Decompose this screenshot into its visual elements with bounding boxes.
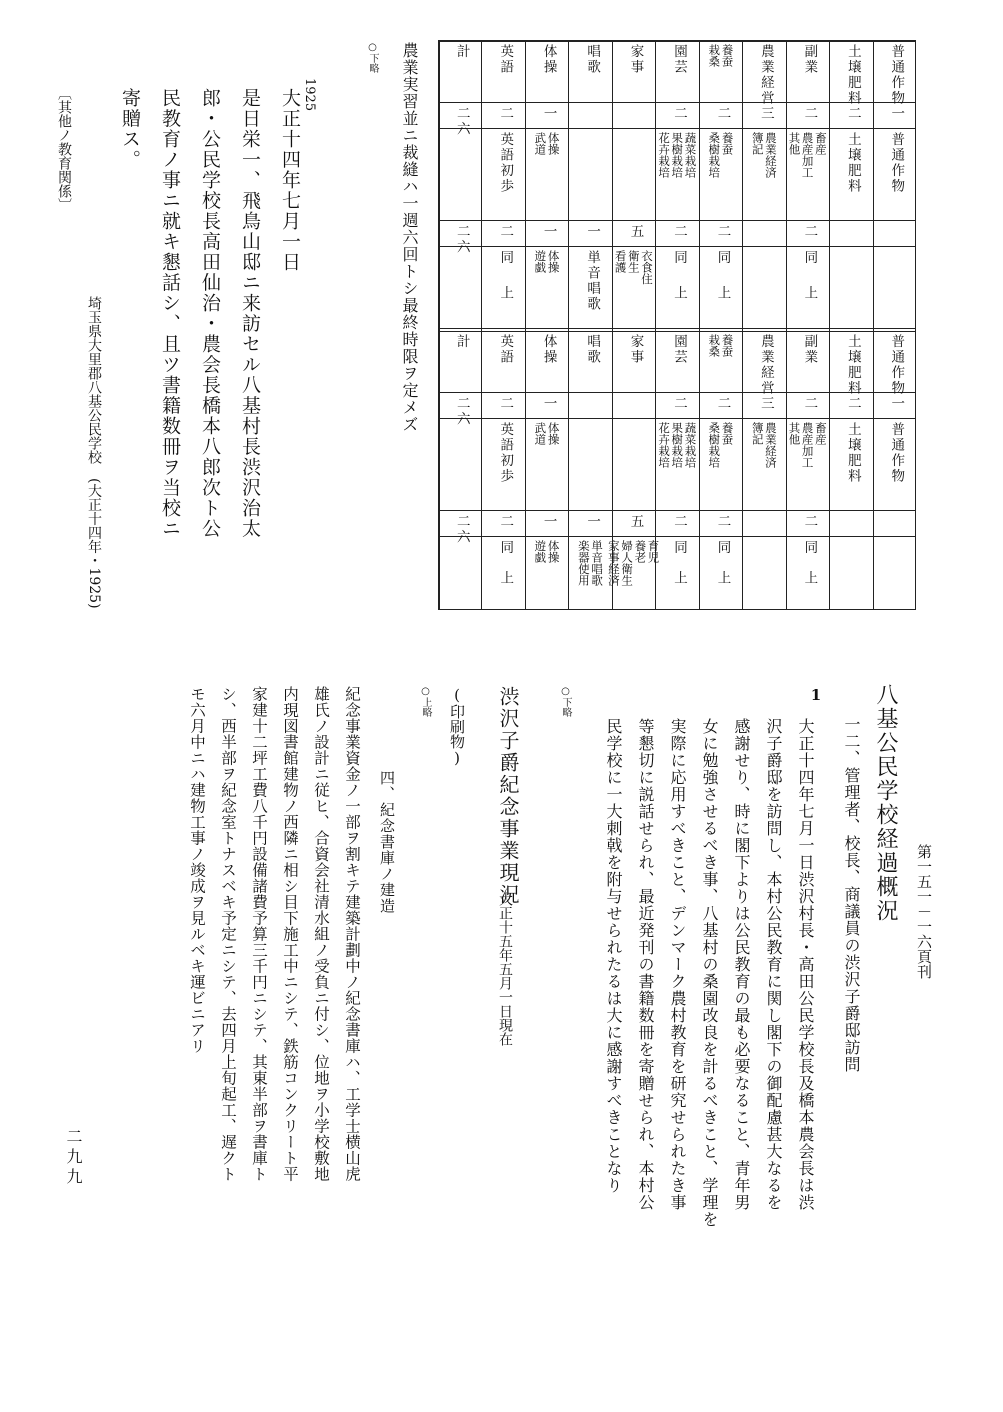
hakki-page-ref: 第一五一－一六頁刊 [915, 844, 933, 979]
table-cell-text: 二 [714, 224, 731, 240]
table-cell-text: 英語初歩 [497, 132, 514, 194]
table-cell-text: 同上 [801, 250, 818, 321]
table-rule [438, 510, 916, 511]
table-cell [585, 334, 599, 388]
table-border [438, 609, 916, 611]
table-cell-text: 二 [497, 396, 514, 412]
table-col-rule [655, 40, 656, 610]
table-cell-text: 栽桑 [707, 334, 722, 357]
table-cell [454, 44, 468, 98]
table-cell [672, 44, 686, 98]
table-cell [844, 44, 861, 106]
table-cell-text: 唱歌 [584, 334, 601, 365]
table-cell [758, 396, 772, 414]
table-cell-text: 蔬菜栽培 [683, 132, 698, 178]
table-cell-text: 同上 [714, 540, 731, 601]
table-cell-text: 二 [497, 224, 514, 240]
table-cell [498, 422, 512, 506]
table-cell [672, 224, 686, 242]
table-cell [802, 44, 816, 98]
hakki-line: 女に勉強させるべき事、八基村の桑園改良を計るべきこと、学理を [700, 718, 719, 1228]
table-cell [585, 44, 599, 98]
footer-source: 埼玉県大里郡八基公民学校 (大正十四年・1925) [86, 296, 102, 609]
table-cell-text: 養蚕 [720, 422, 735, 445]
shibusawa-line: モ六月中ニハ建物工事ノ竣成ヲ見ルベキ運ビニアリ [188, 686, 206, 1054]
table-cell [533, 250, 559, 326]
table-cell-text: 楽器使用 [576, 540, 591, 586]
shibusawa-title: 渋沢子爵紀念事業現況 [496, 686, 520, 906]
table-col-rule [829, 40, 830, 610]
table-cell-text: 武道 [533, 422, 548, 445]
table-cell [888, 44, 905, 106]
table-cell-text: 二 [497, 514, 514, 530]
diary-line: 郎・公民学校長高田仙治・農会長橋本八郎次ト公 [199, 88, 221, 539]
table-cell [888, 334, 905, 396]
table-cell [498, 514, 512, 532]
table-cell-text: 農産加工 [800, 422, 815, 468]
table-cell [533, 540, 559, 606]
shibusawa-heading: 四、紀念書庫ノ建造 [378, 770, 396, 914]
table-cell-text: 婦人衛生 [620, 540, 635, 586]
table-border [438, 40, 916, 42]
table-cell [787, 422, 827, 506]
table-cell-text: 土壌肥料 [844, 44, 861, 106]
table-cell-text: 農業経営 [757, 44, 774, 106]
table-cell-text: 唱歌 [584, 44, 601, 75]
table-rule [438, 418, 916, 419]
table-cell-text: 一 [888, 106, 905, 122]
table-cell-text: 五 [627, 224, 644, 240]
table-cell-text: 一 [540, 224, 557, 240]
table-cell-text: 二 [671, 514, 687, 530]
diary-entry [110, 88, 310, 608]
table-col-rule [568, 40, 569, 610]
table-cell-text: 英語 [497, 44, 514, 75]
table-cell [498, 334, 512, 388]
table-cell-text: 副業 [801, 334, 818, 365]
hakki-title: 八基公民学校経過概況 [873, 683, 898, 923]
table-cell [453, 396, 470, 427]
table-cell [541, 44, 555, 98]
table-cell [715, 396, 729, 414]
table-cell-text: 二 [801, 106, 818, 122]
table-cell-text: 其他 [787, 132, 802, 155]
table-cell-text: 果樹栽培 [670, 132, 685, 178]
table-cell-text: 農産加工 [800, 132, 815, 178]
table-cell-text: 体操 [546, 422, 561, 445]
table-cell [498, 132, 512, 216]
table-cell-text: 体操 [546, 132, 561, 155]
table-cell-text: 五 [627, 514, 644, 530]
table-cell-text: 栽桑 [707, 44, 722, 67]
table-cell-text: 同上 [497, 250, 514, 321]
table-cell [628, 224, 642, 242]
shibusawa-line: 紀念事業資金ノ一部ヲ割キテ建築計劃中ノ紀念書庫ハ、工学士横山虎 [343, 686, 361, 1182]
table-cell-text: 養蚕 [720, 44, 735, 67]
table-cell [889, 106, 903, 124]
table-col-rule [873, 40, 874, 610]
table-cell [715, 250, 729, 326]
table-cell-text: 養老 [633, 540, 648, 563]
table-cell [585, 250, 599, 326]
table-cell [672, 396, 686, 414]
table-cell-text: 簿記 [750, 132, 765, 155]
table-cell [844, 334, 861, 396]
table-cell [672, 514, 686, 532]
shibusawa-body [181, 686, 367, 1286]
table-cell-text: 養蚕 [720, 132, 735, 155]
table-cell-text: 単音唱歌 [584, 250, 601, 312]
table-cell [541, 514, 555, 532]
table-cell-text: 土壌肥料 [844, 422, 861, 484]
table-cell-text: 計 [453, 44, 470, 60]
table-cell-text: 遊戯 [533, 250, 548, 273]
hakki-section-heading: 一二、管理者、校長、商議員の渋沢子爵邸訪問 [842, 716, 861, 1073]
shibusawa-line: 内現図書館建物ノ西隣ニ相シ目下施工中ニシテ、鉄筋コンクリート平 [281, 686, 299, 1182]
table-cell-text: 普通作物 [888, 334, 905, 396]
table-cell-text: 農業経済 [763, 132, 778, 178]
table-cell-text: 二 [671, 396, 687, 412]
table-cell-text: 体操 [540, 44, 557, 75]
table-cell-text: 一 [584, 224, 601, 240]
table-cell-text: 一 [888, 396, 905, 412]
table-cell-text: 一 [540, 514, 557, 530]
shibusawa-line: 雄氏ノ設計ニ従ヒ、合資会社清水組ノ受負ニ付シ、位地ヲ小学校敷地 [312, 686, 330, 1182]
table-cell [845, 132, 859, 216]
table-cell [541, 106, 555, 124]
table-cell-text: 普通作物 [888, 132, 905, 194]
table-cell [657, 132, 697, 216]
table-cell [750, 422, 776, 506]
table-cell [541, 396, 555, 414]
table-cell [707, 132, 733, 216]
table-cell-text: 看護 [613, 250, 628, 273]
table-cell [845, 422, 859, 506]
table-cell-text: 花卉栽培 [657, 132, 672, 178]
table-cell-text: 土壌肥料 [844, 334, 861, 396]
shibusawa-line: 家建十二坪工費八千円設備諸費予算三千円ニシテ、其東半部ヲ書庫ト [250, 686, 268, 1182]
table-cell [845, 106, 859, 124]
table-cell-text: 二 [671, 224, 687, 240]
table-cell-text: 養蚕 [720, 334, 735, 357]
table-cell [802, 250, 816, 326]
table-cell-text: 二六 [453, 396, 470, 427]
table-cell-text: 同上 [801, 540, 818, 601]
table-cell [613, 250, 653, 326]
table-cell [628, 44, 642, 98]
table-cell-text: 三 [757, 106, 774, 122]
table-cell [845, 396, 859, 414]
table-rule [438, 220, 916, 221]
table-cell-text: 衣食住 [640, 250, 655, 285]
table-cell-text: 二 [801, 224, 818, 240]
table-cell [628, 514, 642, 532]
table-cell [715, 224, 729, 242]
table-cell-text: 武道 [533, 132, 548, 155]
table-cell-text: 園芸 [671, 44, 687, 75]
shibusawa-line: シ、西半部ヲ紀念室トナスベキ予定ニシテ、去四月上旬起工、遅クト [219, 686, 237, 1182]
table-cell [533, 422, 559, 506]
table-cell-text: 蔬菜栽培 [683, 422, 698, 468]
table-cell-text: 農業経済 [763, 422, 778, 468]
table-col-rule [699, 40, 700, 610]
table-cell [672, 334, 686, 388]
table-cell-text: 普通作物 [888, 44, 905, 106]
table-cell-text: 二 [801, 514, 818, 530]
table-rule [438, 536, 916, 537]
table-cell [757, 334, 774, 396]
table-rule [438, 246, 916, 247]
table-cell-text: 同上 [714, 250, 731, 321]
table-cell [672, 250, 686, 326]
table-cell [715, 514, 729, 532]
table-cell-text: 体操 [546, 540, 561, 563]
table-cell-text: 一 [540, 396, 557, 412]
table-cell [453, 514, 470, 545]
table-cell-text: 二 [714, 396, 731, 412]
table-cell [802, 514, 816, 532]
table-cell-text: 二 [671, 106, 687, 122]
table-note: 農業実習並ニ裁縫ハ一週六回トシ最終時限ヲ定メズ [400, 42, 419, 433]
table-cell-text: 其他 [787, 422, 802, 445]
table-cell-text: 二六 [453, 514, 470, 545]
table-cell-text: 衛生 [626, 250, 641, 273]
table-cell-text: 花卉栽培 [657, 422, 672, 468]
table-cell [802, 540, 816, 606]
table-cell-text: 二 [844, 396, 861, 412]
table-cell [787, 132, 827, 216]
table-cell [585, 224, 599, 242]
table-cell-text: 二六 [453, 224, 470, 255]
table-cell [802, 106, 816, 124]
table-cell-text: 農業経営 [757, 334, 774, 396]
table-border [438, 40, 440, 610]
table-cell [707, 44, 733, 98]
table-cell-text: 体操 [540, 334, 557, 365]
table-cell [533, 132, 559, 216]
table-cell-text: 家事 [627, 334, 644, 365]
table-cell [454, 334, 468, 388]
hakki-line: 沢子爵邸を訪問し、本村公民教育に関し閣下の御配慮甚大なるを [764, 718, 783, 1211]
table-cell-text: 同上 [497, 540, 514, 601]
table-cell [453, 106, 470, 137]
page-number: 二九九 [64, 1128, 83, 1188]
table-cell [541, 224, 555, 242]
table-cell-text: 土壌肥料 [844, 132, 861, 194]
hakki-item-number: 1 [807, 686, 825, 704]
hakki-line: 等懇切に説話せられ、最近発刊の書籍数冊を寄贈せられ、本村公 [636, 718, 655, 1211]
table-cell [498, 44, 512, 98]
table-cell-text: 畜産 [813, 132, 828, 155]
table-divider [438, 328, 916, 329]
table-cell-text: 果樹栽培 [670, 422, 685, 468]
table-cell-text: 同上 [671, 250, 687, 321]
table-cell [498, 540, 512, 606]
table-cell [889, 422, 903, 506]
table-cell-text: 二 [714, 514, 731, 530]
table-cell-text: 畜産 [813, 422, 828, 445]
table-cell [802, 334, 816, 388]
table-cell [757, 44, 774, 106]
table-cell [628, 334, 642, 388]
table-cell [453, 224, 470, 255]
diary-line: 是日栄一、飛鳥山邸ニ来訪セル八基村長渋沢治太 [239, 88, 261, 539]
table-cell [802, 224, 816, 242]
table-cell-text: 計 [453, 334, 470, 350]
table-cell-text: 桑樹栽培 [707, 132, 722, 178]
table-cell-text: 園芸 [671, 334, 687, 365]
table-cell [802, 396, 816, 414]
table-cell [541, 334, 555, 388]
diary-line: 民教育ノ事ニ就キ懇話シ、且ツ書籍数冊ヲ当校ニ [159, 88, 181, 539]
hakki-line: 民学校に一大刺戟を附与せられたるは大に感謝すべきことなり [604, 718, 623, 1194]
table-cell-text: 単音唱歌 [590, 540, 605, 586]
table-omit-note: ○下略 [367, 42, 378, 73]
table-cell-text: 英語 [497, 334, 514, 365]
table-cell [672, 106, 686, 124]
table-cell [498, 224, 512, 242]
table-cell-text: 普通作物 [888, 422, 905, 484]
table-cell [585, 514, 599, 532]
table-cell [607, 540, 660, 606]
footer-category: 〔其他ノ教育関係〕 [56, 86, 72, 212]
hakki-line: 感謝せり、時に閣下よりは公民教育の最も必要なること、青年男 [732, 718, 751, 1211]
table-cell-text: 体操 [546, 250, 561, 273]
table-cell [498, 106, 512, 124]
print-label: (印刷物) [448, 686, 466, 767]
curriculum-table [438, 40, 916, 610]
table-cell-text: 副業 [801, 44, 818, 75]
table-cell [707, 422, 733, 506]
table-cell-text: 二 [497, 106, 514, 122]
table-cell [750, 132, 776, 216]
table-cell [715, 540, 729, 606]
table-cell-text: 家事経済 [606, 540, 621, 586]
hakki-line: 大正十四年七月一日渋沢村長・高田公民学校長及橋本農会長は渋 [796, 718, 815, 1211]
table-cell [657, 422, 697, 506]
table-cell [889, 132, 903, 216]
table-cell-text: 二 [801, 396, 818, 412]
table-cell [758, 106, 772, 124]
table-cell [707, 334, 733, 388]
table-rule [438, 128, 916, 129]
table-cell [889, 396, 903, 414]
table-cell-text: 一 [584, 514, 601, 530]
table-cell-text: 三 [757, 396, 774, 412]
table-cell-text: 桑樹栽培 [707, 422, 722, 468]
table-cell-text: 簿記 [750, 422, 765, 445]
year-label: 1925 [302, 78, 317, 112]
table-cell-text: 遊戯 [533, 540, 548, 563]
hakki-omit-note: ○下略 [560, 686, 571, 717]
table-divider [438, 331, 916, 332]
diary-line: 寄贈ス。 [119, 88, 141, 170]
table-cell-text: 英語初歩 [497, 422, 514, 484]
table-cell-text: 二 [844, 106, 861, 122]
table-col-rule [786, 40, 787, 610]
table-cell [672, 540, 686, 606]
table-cell-text: 二六 [453, 106, 470, 137]
shibusawa-omit-note: ○上略 [420, 686, 431, 717]
table-cell-text: 一 [540, 106, 557, 122]
table-cell-text: 家事 [627, 44, 644, 75]
table-cell [715, 106, 729, 124]
table-cell-text: 二 [714, 106, 731, 122]
table-col-rule [742, 40, 743, 610]
table-cell [498, 396, 512, 414]
table-cell [498, 250, 512, 326]
table-col-rule [525, 40, 526, 610]
table-col-rule [481, 40, 482, 610]
shibusawa-date: 大正十五年五月一日現在 [497, 892, 513, 1046]
table-cell-text: 同上 [671, 540, 687, 601]
table-border [915, 40, 917, 610]
table-cell-text: 育児 [646, 540, 661, 563]
hakki-body [597, 718, 821, 1278]
table-cell [577, 540, 603, 606]
hakki-line: 実際に応用すべきこと、デンマーク農村教育を研究せられたき事 [668, 718, 687, 1211]
diary-line: 大正十四年七月一日 [279, 88, 301, 273]
